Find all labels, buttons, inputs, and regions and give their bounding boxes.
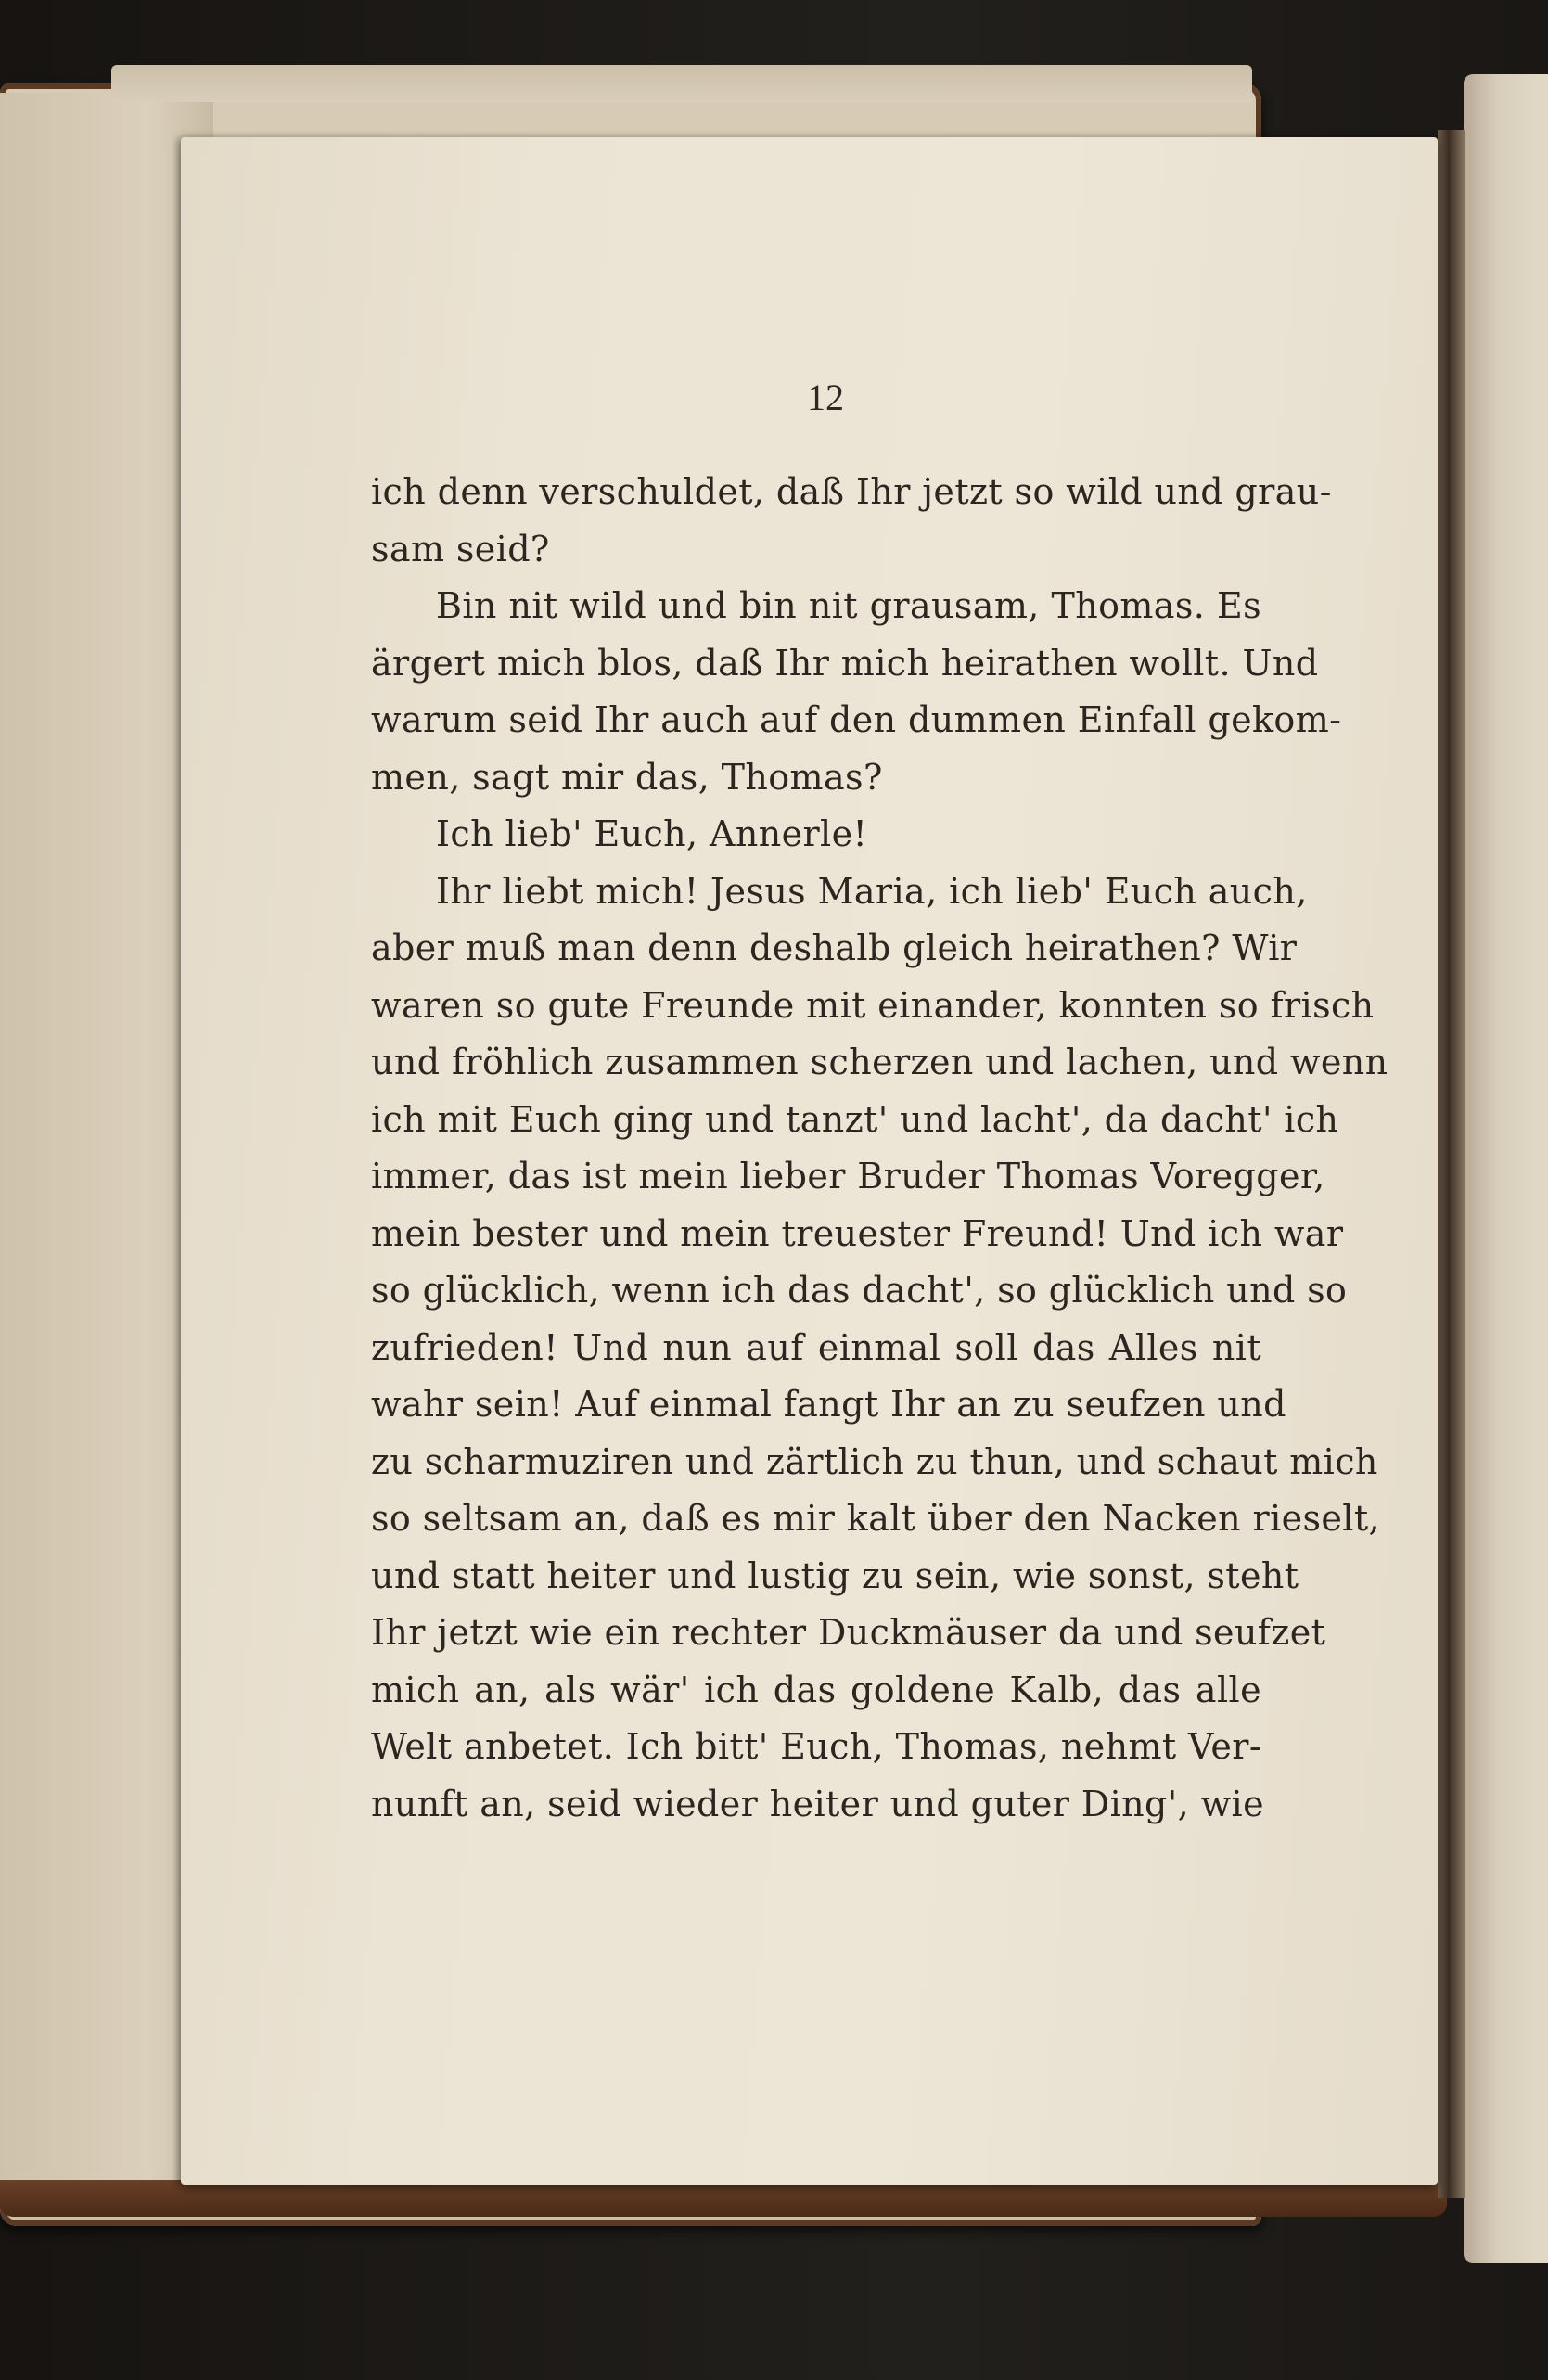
text-line: waren so gute Freunde mit einander, konnten so frisch	[371, 984, 1375, 1026]
text-line: nunft an, seid wieder heiter und guter Ding', wie	[371, 1783, 1264, 1824]
text-line: Bin nit wild und bin nit grausam, Thomas. Es	[436, 585, 1261, 626]
text-line: warum seid Ihr auch auf den dummen Einfall gekom-	[371, 699, 1342, 740]
facing-page	[1464, 74, 1548, 2263]
text-line: Welt anbetet. Ich bitt' Euch, Thomas, nehmt Ver-	[371, 1726, 1262, 1767]
text-line: und statt heiter und lustig zu sein, wie sonst, steht	[371, 1555, 1299, 1596]
text-line: so glücklich, wenn ich das dacht', so glücklich und so	[371, 1270, 1348, 1311]
text-line: ärgert mich blos, daß Ihr mich heirathen wollt. Und	[371, 642, 1319, 684]
text-line: sam seid?	[371, 528, 550, 569]
text-line: wahr sein! Auf einmal fangt Ihr an zu seufzen und	[371, 1384, 1286, 1425]
book-gutter	[1438, 130, 1465, 2198]
text-line: aber muß man denn deshalb gleich heirathen? Wir	[371, 928, 1298, 968]
text-line: so seltsam an, daß es mir kalt über den Nacken rieselt,	[371, 1498, 1381, 1539]
text-line: Ich lieb' Euch, Annerle!	[436, 813, 868, 854]
body-text	[371, 464, 1388, 1833]
text-line: immer, das ist mein lieber Bruder Thomas Voregger,	[371, 1156, 1325, 1196]
text-line: zu scharmuziren und zärtlich zu thun, und schaut mich	[371, 1440, 1378, 1482]
text-line: und fröhlich zusammen scherzen und lachen, und wenn	[371, 1042, 1388, 1082]
text-line: Ihr liebt mich! Jesus Maria, ich lieb' Euch auch,	[436, 870, 1308, 912]
text-line: Ihr jetzt wie ein rechter Duckmäuser da und seufzet	[371, 1612, 1326, 1653]
text-line: men, sagt mir das, Thomas?	[371, 756, 883, 798]
page-edges-top	[111, 65, 1252, 102]
text-line: zufrieden! Und nun auf einmal soll das Alles nit	[371, 1326, 1261, 1368]
text-line: mein bester und mein treuester Freund! Und ich war	[371, 1212, 1344, 1254]
page-number: 12	[807, 377, 844, 418]
text-line: ich denn verschuldet, daß Ihr jetzt so wild und grau-	[371, 471, 1332, 512]
text-line: ich mit Euch ging und tanzt' und lacht', da dacht' ich	[371, 1098, 1339, 1140]
text-line: mich an, als wär' ich das goldene Kalb, das alle	[371, 1669, 1261, 1710]
